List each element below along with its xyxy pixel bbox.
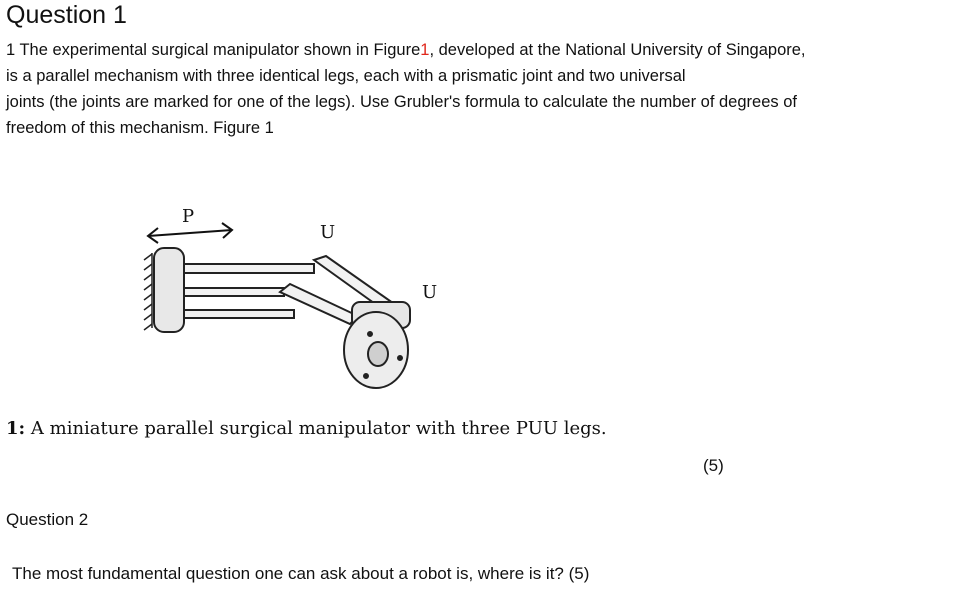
line-1-start: 1 The experimental surgical manipulator shown in Figure [6,41,421,59]
manipulator-figure [130,198,438,398]
fixed-wall [144,253,152,330]
question-1-line-4: freedom of this mechanism. Figure 1 [6,119,274,137]
question-1-marks: (5) [703,456,724,475]
figure-reference-link[interactable]: 1 [420,41,430,59]
question-1-line-2: is a parallel mechanism with three identical legs, each with a prismatic joint and two universal [6,67,686,85]
question-1-heading: Question 1 [6,1,127,29]
question-2-heading: Question 2 [6,510,89,529]
end-effector-disk [344,302,410,388]
caption-number: 1: [6,418,26,439]
line-1-end: , developed at the National University of Singapore, [429,41,806,59]
caption-text: A miniature parallel surgical manipulator with three PUU legs. [30,418,607,439]
base-plate [154,248,184,332]
question-1-line-3: joints (the joints are marked for one of the legs). Use Grubler's formula to calculate the number of degrees of [6,93,797,111]
label-u-right: U [422,282,438,303]
label-p: P [182,206,195,227]
figure-caption [6,418,607,439]
question-2-text: The most fundamental question one can ask about a robot is, where is it? (5) [12,564,590,583]
question-1-text [6,37,974,141]
question-1-line-1 [6,37,974,63]
label-u-top: U [320,222,336,243]
